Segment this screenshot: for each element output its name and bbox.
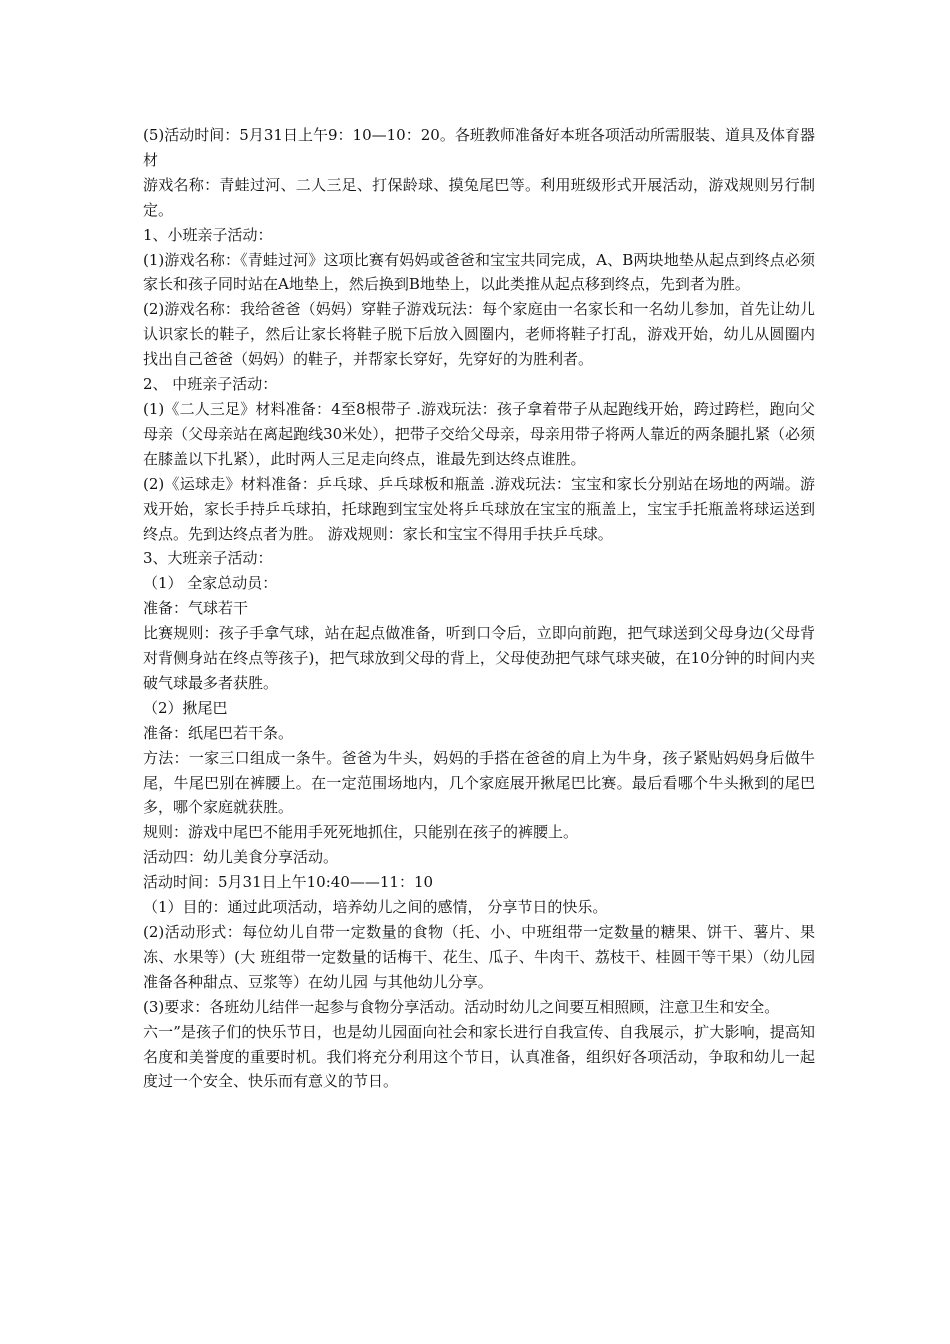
heading-tail-grab: （2）揪尾巴	[143, 698, 228, 717]
paragraph-balloon-prep: 准备：气球若干	[143, 599, 249, 618]
paragraph-food-time: 活动时间：5月31日上午10:40——11：10	[143, 873, 434, 892]
paragraph-food-requirements: (3)要求：各班幼儿结伴一起参与食物分享活动。活动时幼儿之间要互相照顾，注意卫生和安全。	[143, 997, 780, 1016]
heading-activity-four: 活动四：幼儿美食分享活动。	[143, 848, 339, 867]
document-page	[143, 123, 815, 1094]
heading-small-class: 1、小班亲子活动：	[143, 225, 273, 244]
paragraph-activity-time: (5)活动时间：5月31日上午9：10—10：20。各班教师准备好本班各项活动所需服装、道具及体育器材	[143, 126, 815, 169]
heading-large-class: 3、大班亲子活动：	[143, 549, 273, 568]
heading-family-mobilization: （1） 全家总动员：	[143, 574, 278, 593]
paragraph-tail-prep: 准备：纸尾巴若干条。	[143, 723, 294, 742]
paragraph-ball-carry: (2)《运球走》材料准备：乒乓球、乒乓球板和瓶盖 .游戏玩法：宝宝和家长分别站在场地的两端。游戏开始，家长手持乒乓球拍，托球跑到宝宝处将乒乓球放在宝宝的瓶盖上，宝宝手托瓶盖将球运送到终点。先到达终点者为胜。 游戏规则：家长和宝宝不得用手扶乒乓球。	[143, 474, 815, 543]
paragraph-three-legged: (1)《二人三足》材料准备：4至8根带子 .游戏玩法：孩子拿着带子从起跑线开始，跨过跨栏，跑向父母亲（父母亲站在离起跑线30米处），把带子交给父母亲，母亲用带子将两人靠近的两条腿扎紧（必须在膝盖以下扎紧），此时两人三足走向终点，谁最先到达终点谁胜。	[143, 399, 815, 468]
heading-middle-class: 2、 中班亲子活动：	[143, 375, 278, 394]
paragraph-frog-crossing: (1)游戏名称：《青蛙过河》这项比赛有妈妈或爸爸和宝宝共同完成，A、B两块地垫从起点到终点必须家长和孩子同时站在A地垫上，然后换到B地垫上，以此类推从起点移到终点，先到者为胜。	[143, 250, 815, 294]
paragraph-game-names: 游戏名称：青蛙过河、二人三足、打保龄球、摸兔尾巴等。利用班级形式开展活动，游戏规则另行制定。	[143, 175, 815, 219]
paragraph-tail-method: 方法：一家三口组成一条牛。爸爸为牛头，妈妈的手搭在爸爸的肩上为牛身，孩子紧贴妈妈身后做牛尾，牛尾巴别在裤腰上。在一定范围场地内，几个家庭展开揪尾巴比赛。最后看哪个牛头揪到的尾巴多，哪个家庭就获胜。	[143, 748, 815, 817]
paragraph-tail-rules: 规则：游戏中尾巴不能用手死死地抓住，只能别在孩子的裤腰上。	[143, 823, 579, 842]
paragraph-shoe-game: (2)游戏名称：我给爸爸（妈妈）穿鞋子游戏玩法：每个家庭由一名家长和一名幼儿参加，首先让幼儿认识家长的鞋子，然后让家长将鞋子脱下后放入圆圈内，老师将鞋子打乱，游戏开始，幼儿从圆圈内找出自己爸爸（妈妈）的鞋子，并帮家长穿好，先穿好的为胜利者。	[143, 300, 815, 369]
paragraph-closing: 六一”是孩子们的快乐节日，也是幼儿园面向社会和家长进行自我宣传、自我展示，扩大影响，提高知名度和美誉度的重要时机。我们将充分利用这个节日，认真准备，组织好各项活动，争取和幼儿一起度过一个安全、快乐而有意义的节日。	[143, 1022, 815, 1091]
paragraph-food-format: (2)活动形式：每位幼儿自带一定数量的食物（托、小、中班组带一定数量的糖果、饼干、薯片、果冻、水果等）(大 班组带一定数量的话梅干、花生、瓜子、牛肉干、荔枝干、桂圆干等干果）（幼儿园准备各种甜点、豆浆等）在幼儿园 与其他幼儿分享。	[143, 923, 815, 991]
paragraph-balloon-rules: 比赛规则：孩子手拿气球，站在起点做准备，听到口令后，立即向前跑，把气球送到父母身边(父母背对背侧身站在终点等孩子)，把气球放到父母的背上，父母使劲把气球气球夹破，在10分钟的时间内夹破气球最多者获胜。	[143, 624, 815, 692]
paragraph-food-purpose: （1）目的：通过此项活动，培养幼儿之间的感情， 分享节日的快乐。	[143, 898, 608, 917]
